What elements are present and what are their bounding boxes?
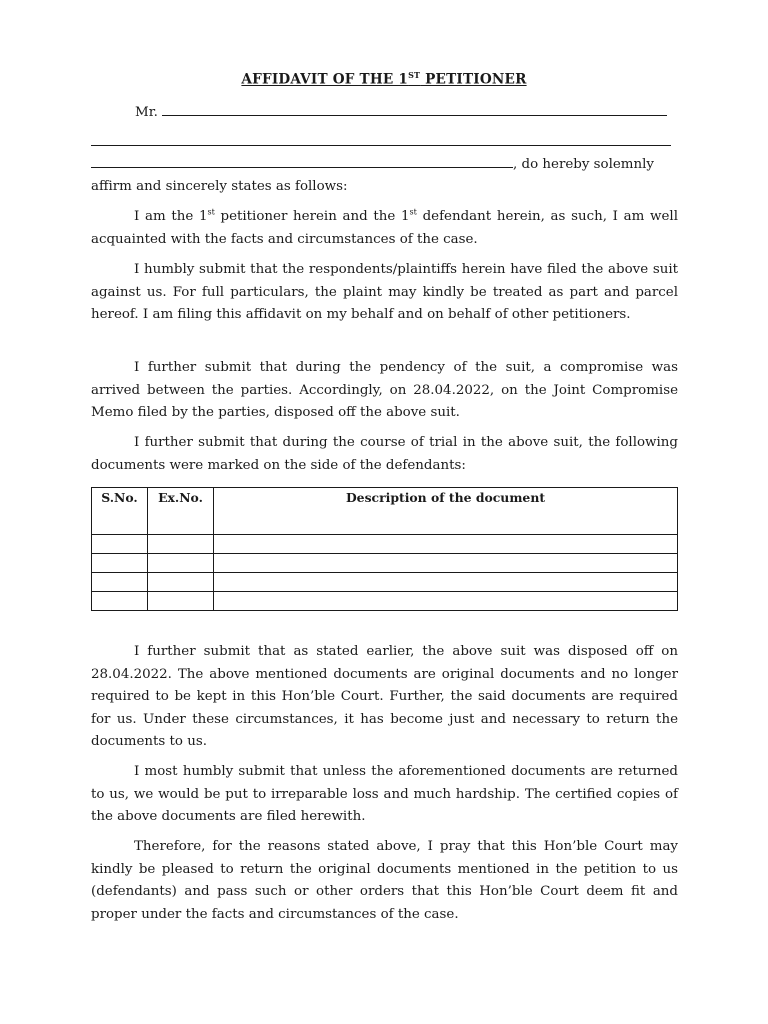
title-text: AFFIDAVIT OF THE 1 bbox=[241, 71, 409, 88]
paragraph-1 bbox=[91, 206, 678, 251]
table-cell bbox=[92, 554, 148, 573]
document-title bbox=[0, 70, 768, 88]
para1-sup-1: st bbox=[207, 207, 215, 217]
header-exno: Ex.No. bbox=[148, 488, 214, 535]
table-row bbox=[92, 535, 678, 554]
name-blank-2 bbox=[91, 131, 671, 146]
table-row bbox=[92, 554, 678, 573]
header-sno: S.No. bbox=[92, 488, 148, 535]
table-cell bbox=[148, 592, 214, 611]
table-cell bbox=[148, 573, 214, 592]
name-blank-3 bbox=[91, 153, 513, 168]
paragraph-7: Therefore, for the reasons stated above, I pray that this Hon’ble Court may kindly be pleased to return the original documents mentioned in the petition to us (defendants) and pass such or other orders that this Hon’ble Court deem fit and proper under the facts and circumstances of the case. bbox=[91, 839, 678, 922]
solemnly-text: , do hereby solemnly bbox=[513, 157, 654, 172]
paragraph-2: I humbly submit that the respondents/plaintiffs herein have filed the above suit against us. For full particulars, the plaint may kindly be treated as part and parcel hereof. I am filing this affidavit on my behalf and on behalf of other petitioners. bbox=[91, 262, 678, 323]
table-cell bbox=[92, 573, 148, 592]
name-line-2 bbox=[91, 131, 678, 154]
para1-text-a: I am the 1 bbox=[134, 209, 208, 224]
para1-text-c: defendant herein, as such, I am well acquainted with the facts and circumstances of the case. bbox=[91, 209, 678, 247]
table-cell bbox=[214, 535, 678, 554]
affirm-line: affirm and sincerely states as follows: bbox=[91, 179, 348, 194]
title-superscript: ST bbox=[408, 70, 421, 80]
table-row bbox=[92, 592, 678, 611]
table-cell bbox=[148, 535, 214, 554]
name-line-1 bbox=[135, 101, 678, 124]
table-header-row bbox=[92, 488, 678, 535]
table-row bbox=[92, 573, 678, 592]
paragraph-3: I further submit that during the pendency of the suit, a compromise was arrived between the parties. Accordingly, on 28.04.2022, on the Joint Compromise Memo filed by the parties, disposed off the above suit. bbox=[91, 360, 678, 421]
table-cell bbox=[148, 554, 214, 573]
title-text-end: PETITIONER bbox=[420, 71, 527, 88]
table-cell bbox=[92, 592, 148, 611]
para1-sup-2: st bbox=[409, 207, 417, 217]
documents-table bbox=[91, 487, 678, 611]
mr-label: Mr. bbox=[135, 105, 158, 120]
header-description: Description of the document bbox=[214, 488, 678, 535]
table-cell bbox=[214, 573, 678, 592]
paragraph-5: I further submit that as stated earlier, the above suit was disposed off on 28.04.2022. The above mentioned documents are original documents and no longer required to be kept in this Hon’ble Court. Further, the said documents are required for us. Under these circumstances, it has become just and necessary to return the documents to us. bbox=[91, 644, 678, 750]
table-cell bbox=[214, 592, 678, 611]
paragraph-6: I most humbly submit that unless the aforementioned documents are returned to us, we would be put to irreparable loss and much hardship. The certified copies of the above documents are filed herewith. bbox=[91, 764, 678, 825]
table-cell bbox=[92, 535, 148, 554]
table-cell bbox=[214, 554, 678, 573]
paragraph-4: I further submit that during the course of trial in the above suit, the following documents were marked on the side of the defendants: bbox=[91, 435, 678, 473]
name-blank-1 bbox=[162, 101, 667, 116]
para1-text-b: petitioner herein and the 1 bbox=[214, 209, 410, 224]
name-line-3 bbox=[91, 153, 678, 176]
